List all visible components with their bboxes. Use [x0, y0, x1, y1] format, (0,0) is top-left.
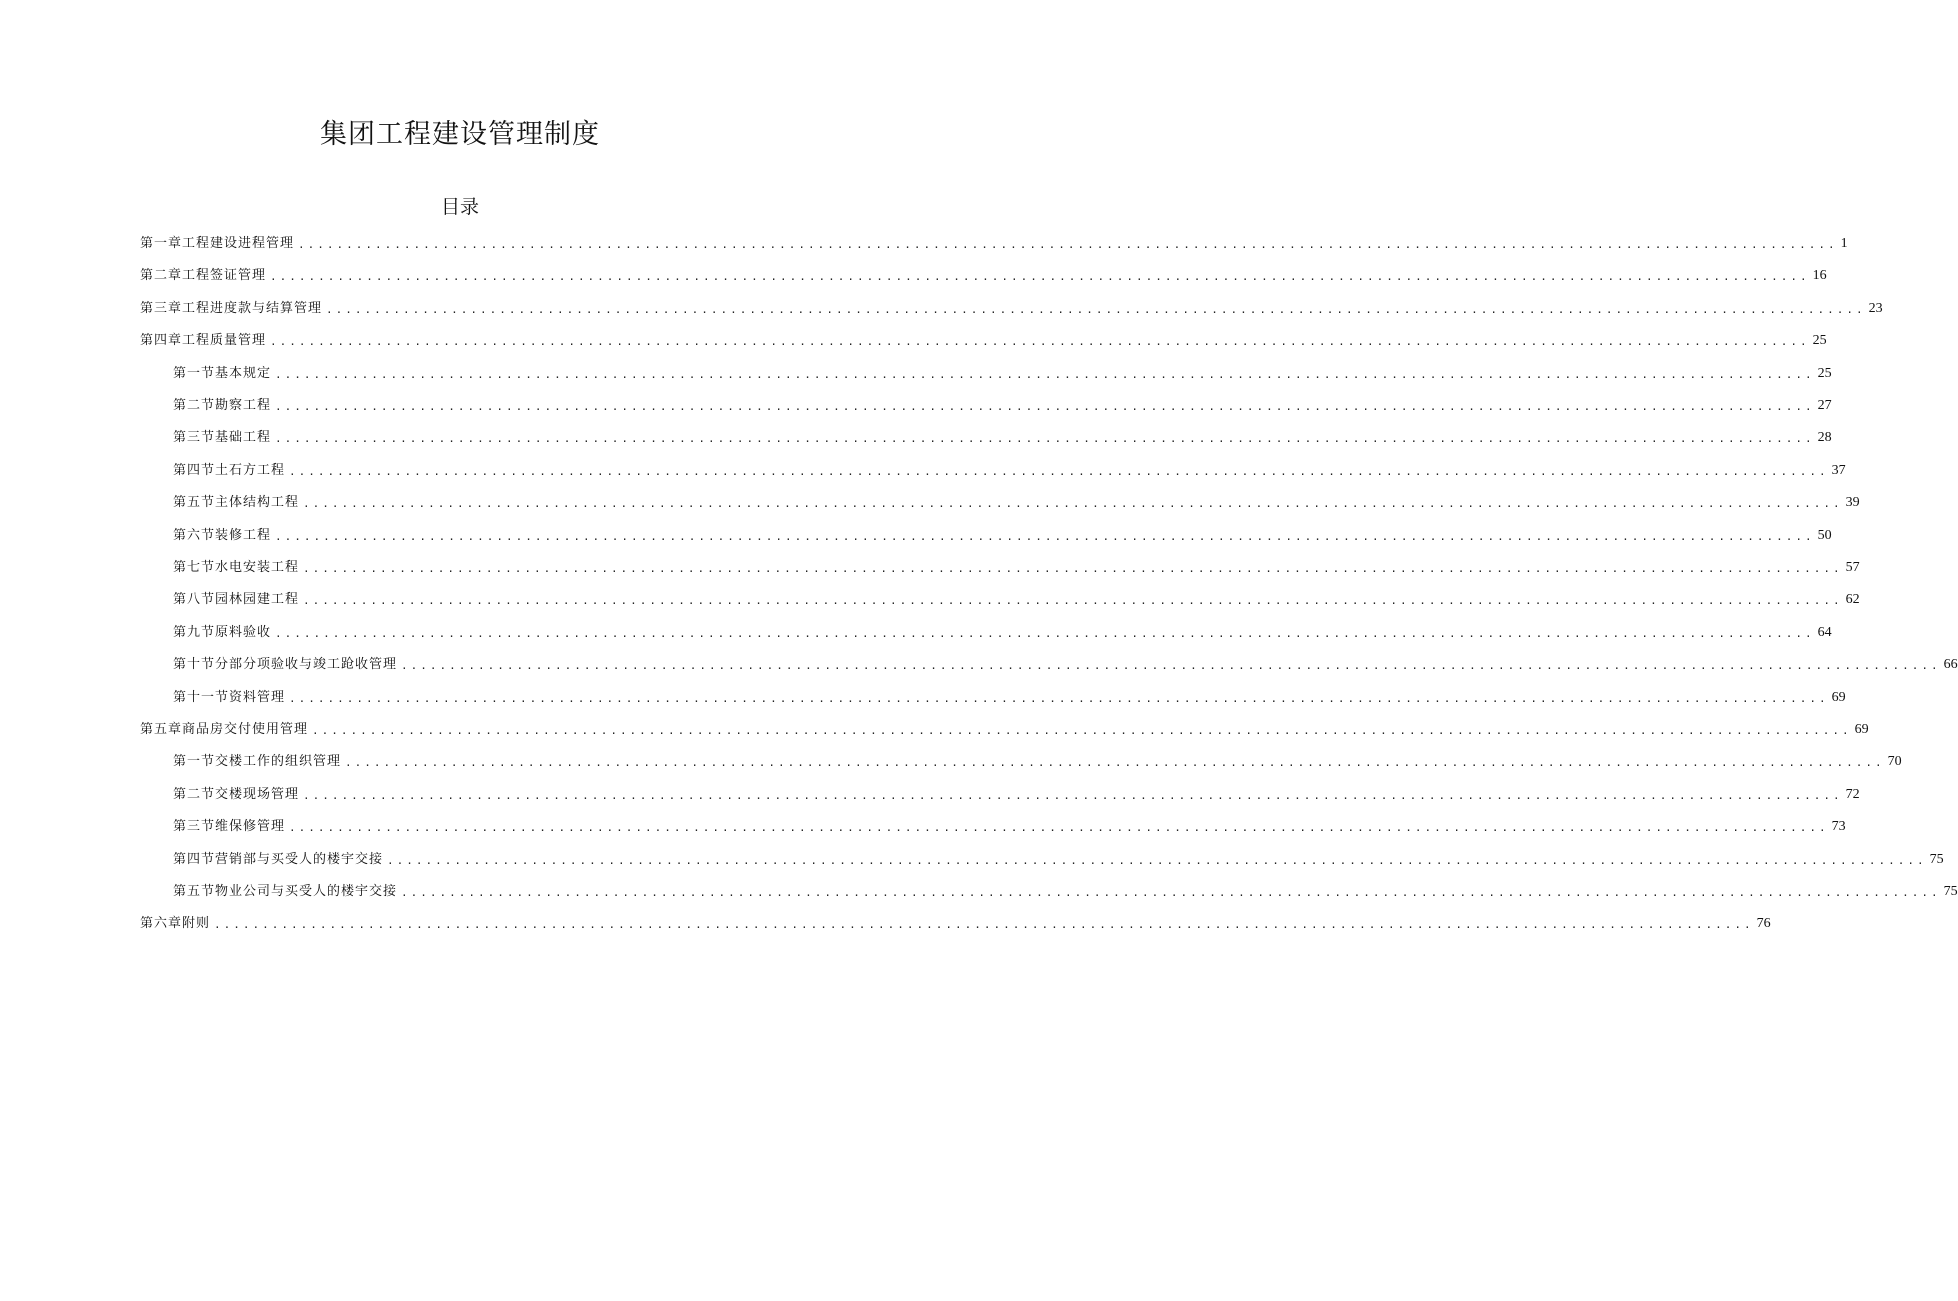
toc-dot-leader: ................................................................................................................................................................: [326, 302, 1866, 316]
toc-chapter-entry[interactable]: [140, 327, 1827, 349]
toc-section-entry[interactable]: [173, 651, 1958, 673]
toc-entry-title: 第二章工程签证管理: [140, 268, 267, 284]
toc-entry-title: 第四章工程质量管理: [140, 333, 267, 349]
toc-dot-leader: ................................................................................................................................................................: [401, 886, 1941, 899]
toc-chapter-entry[interactable]: [140, 262, 1827, 284]
toc-page-number: 69: [1831, 689, 1846, 705]
toc-section-entry[interactable]: [173, 619, 1832, 641]
toc-dot-leader: ................................................................................................................................................................: [270, 335, 1810, 349]
toc-dot-leader: ................................................................................................................................................................: [303, 562, 1843, 575]
toc-chapter-entry[interactable]: [140, 716, 1869, 738]
toc-entry-title: 第一节基本规定: [173, 365, 272, 381]
toc-entry-title: 第十节分部分项验收与竣工跄收管理: [173, 657, 398, 673]
toc-page-number: 1: [1840, 236, 1848, 251]
toc-dot-leader: ................................................................................................................................................................: [275, 432, 1815, 446]
toc-page-number: 23: [1868, 300, 1883, 316]
toc-entry-title: 第三节基础工程: [173, 430, 272, 446]
toc-entry-title: 第一节交楼工作的组织管理: [173, 754, 342, 770]
toc-entry-title: 第四节土石方工程: [173, 462, 286, 478]
toc-entry-title: 第三节维保修管理: [173, 819, 286, 835]
toc-entry-title: 第三章工程进度款与结算管理: [140, 300, 323, 316]
toc-entry-title: 第七节水电安装工程: [173, 560, 300, 575]
toc-section-entry[interactable]: [173, 586, 1860, 608]
toc-entry-title: 第六章附则: [140, 916, 211, 932]
toc-chapter-entry[interactable]: [140, 295, 1883, 317]
toc-dot-leader: ................................................................................................................................................................: [275, 400, 1815, 413]
toc-dot-leader: ................................................................................................................................................................: [275, 529, 1815, 543]
toc-page-number: 50: [1817, 527, 1832, 543]
toc-page-number: 16: [1812, 268, 1827, 284]
toc-page-number: 37: [1831, 462, 1846, 478]
toc-page-number: 76: [1756, 916, 1771, 932]
toc-dot-leader: ................................................................................................................................................................: [289, 691, 1829, 705]
toc-page-number: 27: [1817, 398, 1832, 413]
toc-page-number: 73: [1831, 819, 1846, 835]
toc-entry-title: 第五章商品房交付使用管理: [140, 722, 309, 737]
toc-section-entry[interactable]: [173, 684, 1846, 706]
toc-entry-title: 第二节勘察工程: [173, 398, 272, 413]
toc-page-number: 25: [1812, 333, 1827, 349]
toc-dot-leader: ................................................................................................................................................................: [270, 270, 1810, 284]
toc-section-entry[interactable]: [173, 457, 1846, 479]
toc-section-entry[interactable]: [173, 781, 1860, 803]
toc-entry-title: 第六节装修工程: [173, 527, 272, 543]
toc-dot-leader: ................................................................................................................................................................: [303, 788, 1843, 802]
toc-page-number: 66: [1943, 657, 1958, 673]
toc-section-entry[interactable]: [173, 748, 1902, 770]
toc-dot-leader: ................................................................................................................................................................: [312, 724, 1852, 737]
toc-page-number: 70: [1887, 754, 1902, 770]
toc-entry-title: 第五节主体结构工程: [173, 495, 300, 511]
toc-chapter-entry[interactable]: [140, 230, 1848, 252]
toc-page-number: 62: [1845, 592, 1860, 608]
toc-page-number: 57: [1845, 560, 1860, 575]
toc-page-number: 28: [1817, 430, 1832, 446]
toc-entry-title: 第五节物业公司与买受人的楼宇交接: [173, 884, 398, 899]
toc-dot-leader: ................................................................................................................................................................: [401, 659, 1941, 673]
toc-entry-title: 第二节交楼现场管理: [173, 786, 300, 802]
toc-page-number: 39: [1845, 495, 1860, 511]
toc-page-number: 25: [1817, 365, 1832, 381]
toc-section-entry[interactable]: [173, 392, 1832, 414]
toc-section-entry[interactable]: [173, 846, 1944, 868]
toc-dot-leader: ................................................................................................................................................................: [303, 497, 1843, 511]
toc-section-entry[interactable]: [173, 522, 1832, 544]
toc-page-number: 64: [1817, 624, 1832, 640]
toc-entry-title: 第四节营销部与买受人的楼宇交接: [173, 851, 384, 867]
toc-page-number: 72: [1845, 786, 1860, 802]
toc-section-entry[interactable]: [173, 489, 1860, 511]
toc-dot-leader: ................................................................................................................................................................: [345, 756, 1885, 770]
document-title: 集团工程建设管理制度: [320, 119, 600, 150]
toc-section-entry[interactable]: [173, 424, 1832, 446]
toc-entry-title: 第九节原料验收: [173, 624, 272, 640]
toc-dot-leader: ................................................................................................................................................................: [214, 918, 1754, 932]
toc-page-number: 75: [1943, 884, 1958, 899]
toc-page-number: 69: [1854, 722, 1869, 737]
toc-chapter-entry[interactable]: [140, 910, 1771, 932]
toc-dot-leader: ................................................................................................................................................................: [289, 821, 1829, 835]
toc-section-entry[interactable]: [173, 554, 1860, 576]
toc-dot-leader: ................................................................................................................................................................: [298, 238, 1838, 251]
toc-section-entry[interactable]: [173, 813, 1846, 835]
toc-dot-leader: ................................................................................................................................................................: [303, 594, 1843, 608]
toc-dot-leader: ................................................................................................................................................................: [275, 626, 1815, 640]
toc-entry-title: 第一章工程建设进程管理: [140, 236, 295, 251]
toc-section-entry[interactable]: [173, 878, 1958, 900]
toc-heading: 目录: [440, 196, 479, 218]
toc-section-entry[interactable]: [173, 360, 1832, 382]
toc-page-number: 75: [1929, 851, 1944, 867]
toc-dot-leader: ................................................................................................................................................................: [387, 853, 1927, 867]
toc-entry-title: 第八节园林园建工程: [173, 592, 300, 608]
toc-dot-leader: ................................................................................................................................................................: [289, 464, 1829, 478]
toc-dot-leader: ................................................................................................................................................................: [275, 367, 1815, 381]
toc-entry-title: 第十一节资料管理: [173, 689, 286, 705]
